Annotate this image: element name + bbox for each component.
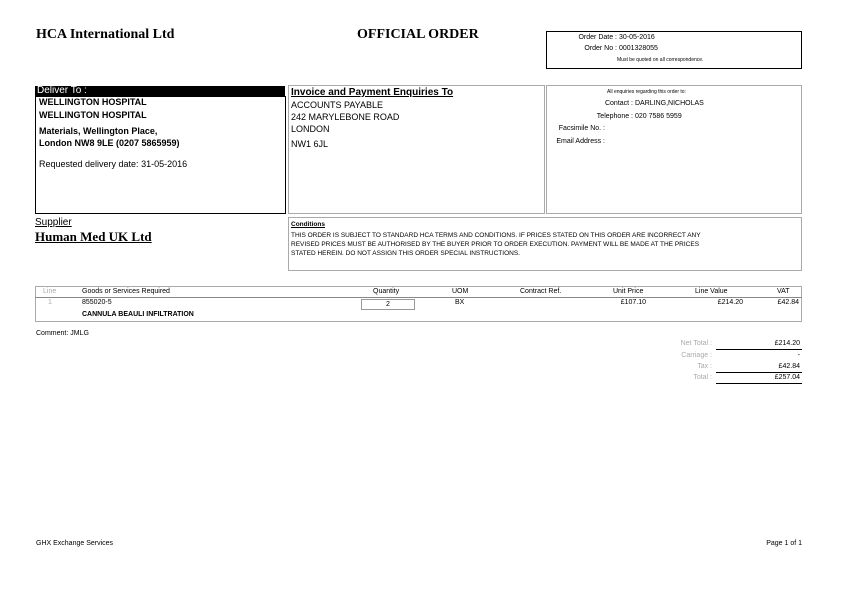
telephone-value: 020 7586 5959: [635, 113, 682, 120]
carriage-value: -: [797, 352, 800, 359]
conditions-line-3: STATED HEREIN. DO NOT ASSIGN THIS ORDER SPECIAL INSTRUCTIONS.: [291, 250, 520, 257]
header-unit-price: Unit Price: [613, 288, 644, 295]
tax-rule: [716, 372, 802, 373]
contact-value: DARLING,NICHOLAS: [635, 100, 704, 107]
table-row: [35, 298, 802, 322]
email-label: Email Address :: [556, 138, 605, 145]
header-goods: Goods or Services Required: [82, 288, 170, 295]
order-date-label: Order Date :: [578, 34, 617, 41]
invoice-line-2: 242 MARYLEBONE ROAD: [291, 112, 400, 122]
header-line: Line: [43, 288, 57, 295]
conditions-line-1: THIS ORDER IS SUBJECT TO STANDARD HCA TERMS AND CONDITIONS. IF PRICES STATED ON THIS ORDER ARE INCORRECT ANY: [291, 232, 701, 239]
row-item-code: 855020-5: [82, 299, 112, 306]
header-uom: UOM: [452, 288, 469, 295]
invoice-label: Invoice and Payment Enquiries To: [291, 87, 454, 98]
row-unit-price: £107.10: [620, 299, 646, 306]
conditions-box: [288, 217, 802, 271]
invoice-line-1: ACCOUNTS PAYABLE: [291, 100, 384, 110]
totals-block: [600, 340, 802, 386]
carriage-label: Carriage :: [681, 352, 712, 359]
tax-value: £42.84: [778, 363, 800, 370]
table-header: [35, 286, 802, 297]
invoice-line-4: NW1 6JL: [291, 139, 329, 149]
row-item-description: CANNULA BEAULI INFILTRATION: [82, 311, 194, 318]
deliver-line-1: WELLINGTON HOSPITAL: [39, 97, 147, 107]
row-line-number: 1: [48, 299, 52, 306]
order-comment: Comment: JMLG: [36, 330, 89, 337]
total-value: £257.04: [774, 374, 800, 381]
row-uom: BX: [455, 299, 465, 306]
deliver-line-2: WELLINGTON HOSPITAL: [39, 110, 147, 120]
row-vat: £42.84: [777, 299, 799, 306]
invoice-box: [288, 85, 545, 214]
header-line-value: Line Value: [695, 288, 728, 295]
supplier-name: Human Med UK Ltd: [35, 229, 152, 244]
header-contract: Contract Ref.: [520, 288, 562, 295]
deliver-line-3: Materials, Wellington Place,: [39, 126, 158, 136]
order-number-value: 0001328055: [619, 45, 658, 52]
deliver-to-label: Deliver To :: [35, 86, 285, 96]
header-quantity: Quantity: [373, 288, 400, 295]
row-line-value: £214.20: [717, 299, 743, 306]
document-title: OFFICIAL ORDER: [357, 27, 479, 42]
enquiries-box: [546, 85, 802, 214]
net-total-rule: [716, 349, 802, 350]
order-info-box: [546, 31, 802, 69]
order-date-value: 30-05-2016: [619, 34, 655, 41]
telephone-label: Telephone :: [596, 113, 633, 120]
tax-label: Tax :: [697, 363, 712, 370]
net-total-label: Net Total :: [680, 340, 712, 347]
invoice-line-3: LONDON: [291, 124, 330, 134]
order-number-label: Order No :: [584, 45, 617, 52]
contact-label: Contact :: [604, 100, 633, 107]
page-number: Page 1 of 1: [766, 540, 802, 547]
total-label: Total :: [693, 374, 712, 381]
footer-left: GHX Exchange Services: [36, 540, 114, 547]
deliver-to-box: [35, 96, 286, 214]
header-vat: VAT: [777, 288, 790, 295]
conditions-label: Conditions: [291, 221, 325, 228]
requested-delivery-date: Requested delivery date: 31-05-2016: [39, 159, 188, 169]
conditions-line-2: REVISED PRICES MUST BE AUTHORISED BY THE BUYER PRIOR TO ORDER EXECUTION. PAYMENT WILL BE MADE AT THE PRICES: [291, 241, 700, 248]
net-total-value: £214.20: [774, 340, 800, 347]
company-name: HCA International Ltd: [36, 27, 175, 42]
deliver-line-4: London NW8 9LE (0207 5865959): [39, 138, 180, 148]
total-rule: [716, 383, 802, 384]
quote-note: Must be quoted on all correspondence.: [617, 57, 704, 63]
supplier-label: Supplier: [35, 217, 72, 228]
row-quantity: 2: [361, 299, 415, 310]
enquiries-heading: All enquiries regarding this order to:: [607, 89, 686, 95]
fax-label: Facsimile No. :: [558, 125, 605, 132]
